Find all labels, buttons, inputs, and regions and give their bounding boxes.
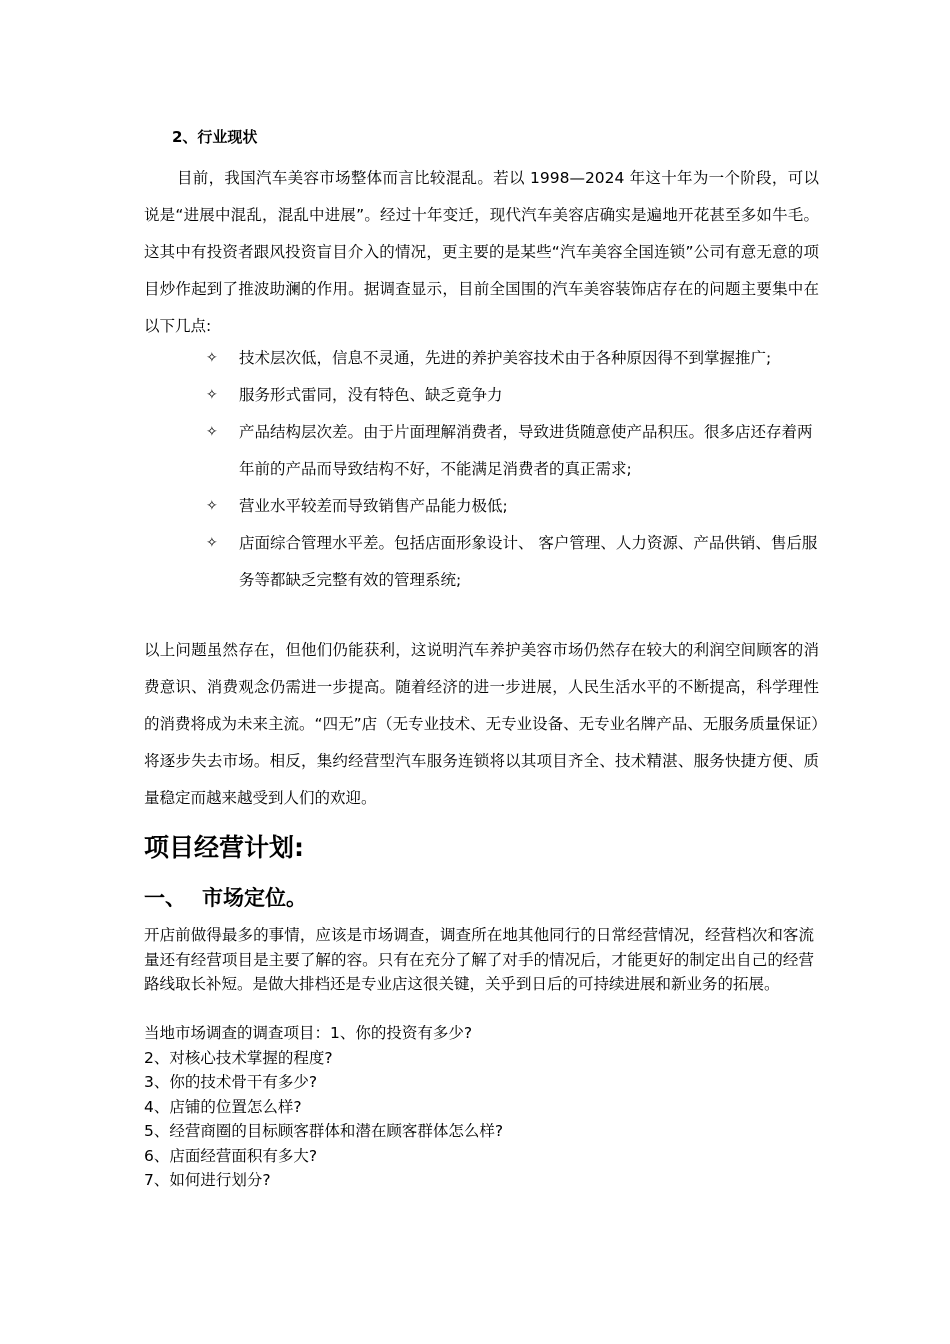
diamond-star-icon: ✧ bbox=[206, 350, 218, 366]
list-item: 2、对核心技术掌握的程度? bbox=[144, 1048, 333, 1067]
list-item-text: 服务形式雷同，没有特色、缺乏竟争力 bbox=[239, 386, 503, 404]
list-item: 6、店面经营面积有多大? bbox=[144, 1146, 318, 1165]
list-item: 3、你的技术骨干有多少? bbox=[144, 1073, 318, 1091]
survey-question-list bbox=[144, 1021, 503, 1193]
list-item bbox=[206, 525, 818, 599]
list-item: 4、店铺的位置怎么样? bbox=[144, 1097, 302, 1116]
list-item-text: 营业水平较差而导致销售产品能力极低; bbox=[239, 497, 508, 515]
intro-paragraph: 目前，我国汽车美容市场整体而言比较混乱。若以 1998—2024 年这十年为一个阶段，可以说是“进展中混乱，混乱中进展”。经过十年变迁，现代汽车美容店确实是遍地开花甚至多如牛毛。这其中有投资者跟风投资盲目介入的情况，更主要的是某些“汽车美容全国连锁”公司有意无意的项目炒作起到了推波助澜的作用。据调查显示，目前全国围的汽车美容装饰店存在的问题主要集中在以下几点: bbox=[144, 169, 819, 335]
list-item: 5、经营商圈的目标顾客群体和潜在顾客群体怎么样? bbox=[144, 1122, 504, 1140]
list-item: 7、如何进行划分? bbox=[144, 1171, 271, 1189]
diamond-star-icon: ✧ bbox=[206, 424, 218, 440]
subsection-number: 一、 bbox=[144, 886, 186, 910]
subsection-heading bbox=[144, 880, 307, 916]
list-item bbox=[206, 488, 818, 525]
list-item-text: 店面综合管理水平差。包括店面形象设计、 客户管理、人力资源、产品供销、售后服务等都缺乏完整有效的管理系统; bbox=[239, 534, 818, 589]
plan-body-paragraph: 开店前做得最多的事情，应该是市场调查，调查所在地其他同行的日常经营情况，经营档次和客流量还有经营项目是主要了解的容。只有在充分了解了对手的情况后，才能更好的制定出自己的经营路线取长补短。是做大排档还是专业店这很关键，关乎到日后的可持续进展和新业务的拓展。 bbox=[144, 926, 814, 993]
section-heading: 2、行业现状 bbox=[172, 128, 258, 146]
diamond-star-icon: ✧ bbox=[206, 498, 218, 514]
list-item-text: 技术层次低，信息不灵通，先进的养护美容技术由于各种原因得不到掌握推广; bbox=[239, 349, 772, 367]
list-item bbox=[206, 377, 818, 414]
plan-title: 项目经营计划: bbox=[144, 833, 304, 862]
problem-list bbox=[206, 340, 818, 599]
conclusion-paragraph: 以上问题虽然存在，但他们仍能获利，这说明汽车养护美容市场仍然存在较大的利润空间顾客的消费意识、消费观念仍需进一步提高。随着经济的进一步进展，人民生活水平的不断提高，科学理性的消费将成为未来主流。“四无”店（无专业技术、无专业设备、无专业名牌产品、无服务质量保证）将逐步失去市场。相反，集约经营型汽车服务连锁将以其项目齐全、技术精湛、服务快捷方便、质量稳定而越来越受到人们的欢迎。 bbox=[144, 641, 819, 807]
diamond-star-icon: ✧ bbox=[206, 387, 218, 403]
diamond-star-icon: ✧ bbox=[206, 535, 218, 551]
subsection-title: 市场定位。 bbox=[202, 886, 307, 910]
list-item: 当地市场调查的调查项目：1、你的投资有多少? bbox=[144, 1024, 473, 1042]
list-item-text: 产品结构层次差。由于片面理解消费者，导致进货随意使产品积压。很多店还存着两年前的产品而导致结构不好，不能满足消费者的真正需求; bbox=[239, 423, 813, 478]
list-item bbox=[206, 340, 818, 377]
list-item bbox=[206, 414, 818, 488]
